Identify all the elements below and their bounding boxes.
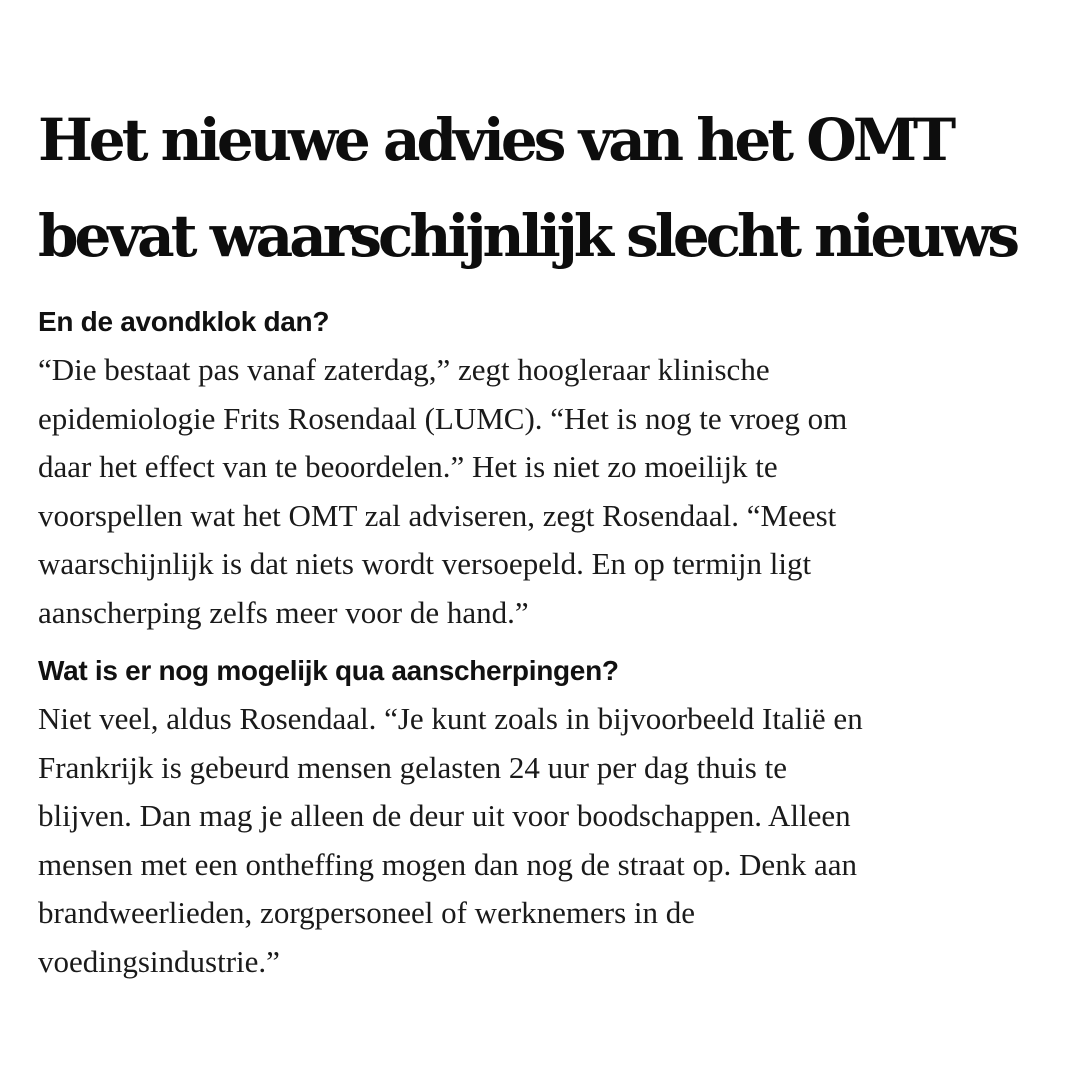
answer-line: Frankrijk is gebeurd mensen gelasten 24 uur per dag thuis te [38, 749, 787, 785]
answer-line: blijven. Dan mag je alleen de deur uit voor boodschappen. Alleen [38, 798, 851, 833]
answer-line: voedingsindustrie.” [38, 943, 280, 979]
answer-line: Niet veel, aldus Rosendaal. “Je kunt zoals in bijvoorbeeld Italië en [38, 701, 863, 736]
answer-line: aanscherping zelfs meer voor de hand.” [38, 594, 529, 630]
headline [38, 92, 1048, 284]
answer-line: “Die bestaat pas vanaf zaterdag,” zegt hoogleraar klinische [38, 352, 770, 387]
headline-line-1: Het nieuwe advies van het OMT [38, 106, 953, 174]
section-answer [38, 346, 1048, 637]
section-question: Wat is er nog mogelijk qua aanscherpingen? [38, 655, 619, 686]
answer-line: brandweerlieden, zorgpersoneel of werknemers in de [38, 895, 696, 930]
article [38, 92, 1048, 986]
qa-section-aanscherpingen [38, 647, 1048, 986]
headline-line-2: bevat waarschijnlijk slecht nieuws [38, 202, 1017, 270]
answer-line: waarschijnlijk is dat niets wordt versoepeld. En op termijn ligt [38, 546, 812, 581]
answer-line: epidemiologie Frits Rosendaal (LUMC). “Het is nog te vroeg om [38, 400, 848, 436]
answer-line: mensen met een ontheffing mogen dan nog de straat op. Denk aan [38, 846, 857, 882]
section-answer [38, 695, 1048, 986]
section-question: En de avondklok dan? [38, 306, 330, 337]
answer-line: daar het effect van te beoordelen.” Het is niet zo moeilijk te [38, 449, 778, 484]
answer-line: voorspellen wat het OMT zal adviseren, zegt Rosendaal. “Meest [38, 497, 837, 533]
qa-section-avondklok [38, 298, 1048, 637]
